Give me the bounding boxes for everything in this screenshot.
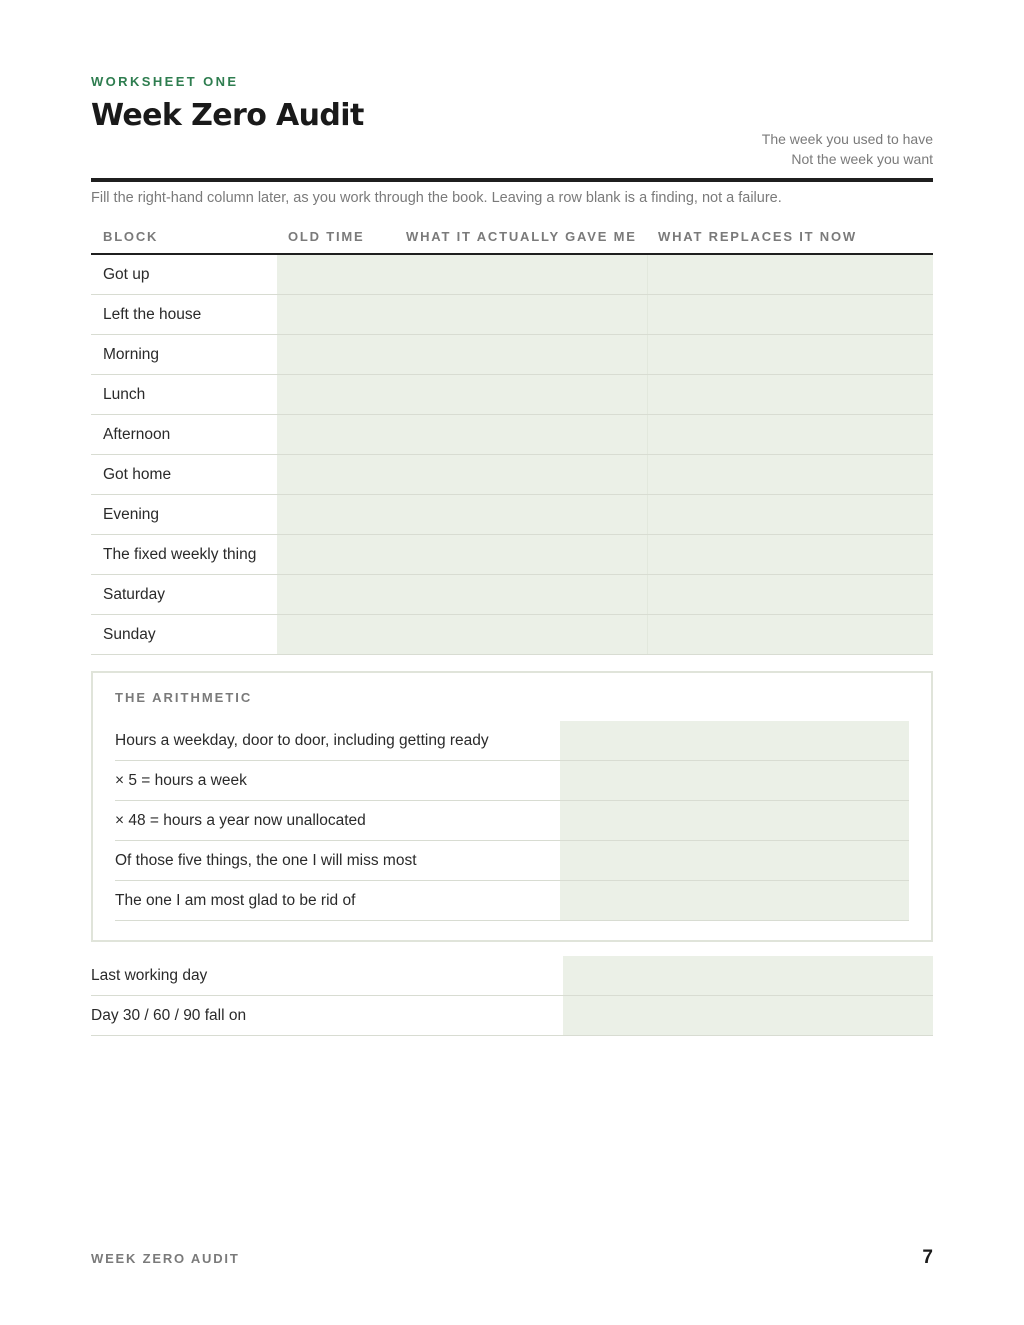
table-row xyxy=(91,455,933,495)
replacement-fill-field[interactable] xyxy=(647,415,933,454)
old-time-fill-field[interactable] xyxy=(277,335,647,374)
dates-section xyxy=(91,956,933,1036)
column-header-block: BLOCK xyxy=(103,229,159,244)
arithmetic-fill-field[interactable] xyxy=(560,881,909,920)
replacement-fill-field[interactable] xyxy=(647,295,933,334)
row-label: Evening xyxy=(103,506,160,523)
old-time-fill-field[interactable] xyxy=(277,455,647,494)
arithmetic-fill-field[interactable] xyxy=(560,841,909,880)
row-label: Saturday xyxy=(103,586,166,603)
subtitle-line-2: Not the week you want xyxy=(791,151,933,167)
table-row xyxy=(91,575,933,615)
column-header-what-replaces: WHAT REPLACES IT NOW xyxy=(658,229,857,244)
arithmetic-row xyxy=(115,841,909,881)
arithmetic-row xyxy=(115,881,909,921)
arithmetic-row xyxy=(115,721,909,761)
replacement-fill-field[interactable] xyxy=(647,255,933,294)
date-row xyxy=(91,996,933,1036)
old-time-fill-field[interactable] xyxy=(277,535,647,574)
column-header-old-time: OLD TIME xyxy=(288,229,365,244)
row-label: Afternoon xyxy=(103,426,171,443)
arithmetic-label: × 5 = hours a week xyxy=(115,772,247,789)
arithmetic-title: THE ARITHMETIC xyxy=(115,690,253,705)
arithmetic-rows xyxy=(115,721,909,921)
replacement-fill-field[interactable] xyxy=(647,335,933,374)
page-subtitle xyxy=(762,129,933,169)
table-row xyxy=(91,335,933,375)
footer-running-title: WEEK ZERO AUDIT xyxy=(91,1251,240,1266)
replacement-fill-field[interactable] xyxy=(647,495,933,534)
row-label: Got up xyxy=(103,266,150,283)
audit-table xyxy=(91,255,933,655)
table-row xyxy=(91,495,933,535)
arithmetic-label: Of those five things, the one I will miss most xyxy=(115,852,417,869)
table-row xyxy=(91,375,933,415)
worksheet-eyebrow: WORKSHEET ONE xyxy=(91,74,239,89)
arithmetic-label: The one I am most glad to be rid of xyxy=(115,892,356,909)
row-label: The fixed weekly thing xyxy=(103,546,257,563)
arithmetic-fill-field[interactable] xyxy=(560,801,909,840)
arithmetic-fill-field[interactable] xyxy=(560,761,909,800)
row-label: Got home xyxy=(103,466,172,483)
table-header xyxy=(91,226,933,255)
replacement-fill-field[interactable] xyxy=(647,535,933,574)
date-label: Day 30 / 60 / 90 fall on xyxy=(91,1007,247,1024)
replacement-fill-field[interactable] xyxy=(647,375,933,414)
arithmetic-fill-field[interactable] xyxy=(560,721,909,760)
row-label: Sunday xyxy=(103,626,156,643)
page-number: 7 xyxy=(922,1247,933,1268)
table-row xyxy=(91,535,933,575)
title-divider xyxy=(91,178,933,182)
table-row xyxy=(91,295,933,335)
old-time-fill-field[interactable] xyxy=(277,575,647,614)
instruction-text: Fill the right-hand column later, as you work through the book. Leaving a row blank is a finding, not a failure. xyxy=(91,190,782,206)
old-time-fill-field[interactable] xyxy=(277,375,647,414)
row-label: Lunch xyxy=(103,386,146,403)
arithmetic-label: × 48 = hours a year now unallocated xyxy=(115,812,366,829)
date-fill-field[interactable] xyxy=(563,956,933,995)
arithmetic-label: Hours a weekday, door to door, including getting ready xyxy=(115,732,489,749)
date-row xyxy=(91,956,933,996)
date-label: Last working day xyxy=(91,967,208,984)
page-title: Week Zero Audit xyxy=(91,98,364,133)
arithmetic-row xyxy=(115,801,909,841)
old-time-fill-field[interactable] xyxy=(277,295,647,334)
replacement-fill-field[interactable] xyxy=(647,575,933,614)
replacement-fill-field[interactable] xyxy=(647,455,933,494)
old-time-fill-field[interactable] xyxy=(277,615,647,654)
replacement-fill-field[interactable] xyxy=(647,615,933,654)
subtitle-line-1: The week you used to have xyxy=(761,131,933,147)
column-header-what-it-gave: WHAT IT ACTUALLY GAVE ME xyxy=(406,229,637,244)
arithmetic-box xyxy=(91,671,933,942)
old-time-fill-field[interactable] xyxy=(277,415,647,454)
arithmetic-row xyxy=(115,761,909,801)
table-row xyxy=(91,255,933,295)
old-time-fill-field[interactable] xyxy=(277,495,647,534)
table-row xyxy=(91,615,933,655)
row-label: Morning xyxy=(103,346,159,363)
old-time-fill-field[interactable] xyxy=(277,255,647,294)
date-fill-field[interactable] xyxy=(563,996,933,1035)
table-row xyxy=(91,415,933,455)
worksheet-page xyxy=(91,0,933,1325)
row-label: Left the house xyxy=(103,306,202,323)
